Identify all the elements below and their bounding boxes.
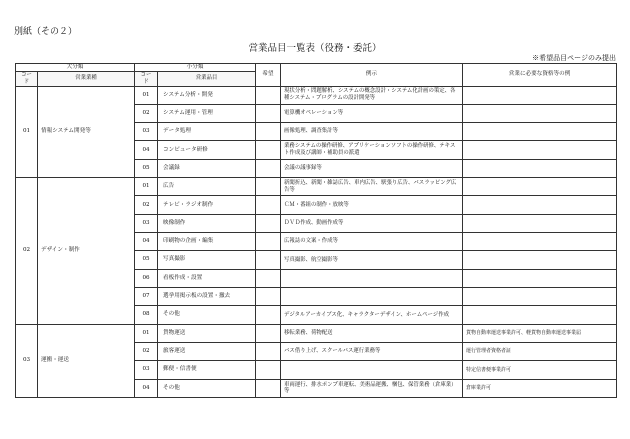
wish-checkbox-cell[interactable]	[256, 104, 281, 122]
item-requirement	[463, 233, 617, 251]
table-row	[16, 324, 617, 342]
item-name: 選挙用掲示板の設置・撤去	[158, 287, 256, 305]
item-name: 看板作成・設置	[158, 269, 256, 287]
item-code: 01	[135, 86, 158, 104]
category-code: 02	[16, 178, 38, 325]
header-major-code: コード	[16, 72, 38, 87]
item-name: システム運用・管理	[158, 104, 256, 122]
item-requirement	[463, 214, 617, 232]
document-note: ※希望品目ページのみ提出	[532, 54, 616, 62]
item-name: 映像制作	[158, 214, 256, 232]
item-code: 03	[135, 123, 158, 141]
item-example	[281, 361, 463, 379]
item-example: ＤＶＤ作成、動画作成等	[281, 214, 463, 232]
item-example: 画像処理、調査集計等	[281, 123, 463, 141]
item-requirement	[463, 123, 617, 141]
item-code: 03	[135, 361, 158, 379]
category-code: 01	[16, 86, 38, 178]
wish-checkbox-cell[interactable]	[256, 379, 281, 398]
wish-checkbox-cell[interactable]	[256, 361, 281, 379]
category-name: デザイン・制作	[38, 178, 135, 325]
item-name: 郵便・信書便	[158, 361, 256, 379]
item-example: デジタルアーカイブス化、キャラクターデザイン、ホームページ作成	[281, 306, 463, 324]
item-requirement	[463, 306, 617, 324]
wish-checkbox-cell[interactable]	[256, 324, 281, 342]
category-name: 運搬・運送	[38, 324, 135, 397]
item-requirement	[463, 141, 617, 159]
item-requirement	[463, 269, 617, 287]
item-example: 業務システムの操作研修、アプリケーションソフトの操作研修、テキスト作成及び講師・補助員の派遣	[281, 141, 463, 159]
item-code: 01	[135, 324, 158, 342]
item-example	[281, 269, 463, 287]
item-example: 新聞折込、新聞・雑誌広告、車内広告、駅張り広告、バスラッピング広告等	[281, 178, 463, 196]
item-requirement: 貨物自動車運送事業許可、軽貨物自動車運送事業届	[463, 324, 617, 342]
item-name: テレビ・ラジオ制作	[158, 196, 256, 214]
item-code: 05	[135, 159, 158, 177]
item-example	[281, 287, 463, 305]
item-requirement: 運行管理者資格者証	[463, 342, 617, 360]
item-name: コンピュータ研修	[158, 141, 256, 159]
wish-checkbox-cell[interactable]	[256, 214, 281, 232]
wish-checkbox-cell[interactable]	[256, 196, 281, 214]
item-requirement	[463, 287, 617, 305]
item-code: 03	[135, 214, 158, 232]
document-title: 営業品目一覧表（役務・委託）	[248, 43, 382, 54]
header-major-name: 営業業種	[38, 72, 135, 87]
header-minor-group: 小分類	[135, 64, 256, 72]
item-code: 02	[135, 196, 158, 214]
item-requirement	[463, 104, 617, 122]
item-name: 旅客運送	[158, 342, 256, 360]
wish-checkbox-cell[interactable]	[256, 123, 281, 141]
item-name: 貨物運送	[158, 324, 256, 342]
item-name: 写真撮影	[158, 251, 256, 269]
wish-checkbox-cell[interactable]	[256, 287, 281, 305]
item-code: 01	[135, 178, 158, 196]
category-code: 03	[16, 324, 38, 397]
item-code: 04	[135, 233, 158, 251]
item-code: 08	[135, 306, 158, 324]
item-example: 電算機オペレーション等	[281, 104, 463, 122]
item-example: 写真撮影、航空撮影等	[281, 251, 463, 269]
item-requirement	[463, 196, 617, 214]
item-example: 車両運行、排水ポンプ車運転、美術品運搬、梱包、保管業務（倉庫業）等	[281, 379, 463, 398]
header-minor-code: コード	[135, 72, 158, 87]
wish-checkbox-cell[interactable]	[256, 306, 281, 324]
item-code: 06	[135, 269, 158, 287]
item-requirement	[463, 86, 617, 104]
item-example: ＣＭ・番組の制作・放映等	[281, 196, 463, 214]
item-name: 印刷物の企画・編集	[158, 233, 256, 251]
table-header-row	[16, 64, 617, 72]
header-wish: 希望	[256, 64, 281, 87]
header-minor-name: 営業品目	[158, 72, 256, 87]
item-name: データ処理	[158, 123, 256, 141]
wish-checkbox-cell[interactable]	[256, 269, 281, 287]
item-code: 04	[135, 379, 158, 398]
table-row	[16, 86, 617, 104]
wish-checkbox-cell[interactable]	[256, 233, 281, 251]
header-major-group: 大分類	[16, 64, 135, 72]
item-code: 07	[135, 287, 158, 305]
item-code: 04	[135, 141, 158, 159]
wish-checkbox-cell[interactable]	[256, 141, 281, 159]
item-name: システム分析・開発	[158, 86, 256, 104]
item-example: 広報誌の文案・作成等	[281, 233, 463, 251]
item-name: 広告	[158, 178, 256, 196]
item-code: 05	[135, 251, 158, 269]
item-requirement: 倉庫業許可	[463, 379, 617, 398]
item-code: 02	[135, 104, 158, 122]
header-requirement: 営業に必要な資格等の例	[463, 64, 617, 87]
item-example: 移転業務、荷物配送	[281, 324, 463, 342]
wish-checkbox-cell[interactable]	[256, 342, 281, 360]
category-name: 情報システム開発等	[38, 86, 135, 178]
wish-checkbox-cell[interactable]	[256, 178, 281, 196]
item-requirement	[463, 251, 617, 269]
item-name: 会議録	[158, 159, 256, 177]
item-code: 02	[135, 342, 158, 360]
item-example: バス借り上げ、スクールバス運行業務等	[281, 342, 463, 360]
wish-checkbox-cell[interactable]	[256, 251, 281, 269]
table-row	[16, 178, 617, 196]
wish-checkbox-cell[interactable]	[256, 86, 281, 104]
document-label: 別紙（その２）	[14, 27, 78, 37]
item-example: 会議の議事録等	[281, 159, 463, 177]
header-example: 例示	[281, 64, 463, 87]
item-name: その他	[158, 306, 256, 324]
wish-checkbox-cell[interactable]	[256, 159, 281, 177]
item-requirement	[463, 159, 617, 177]
business-items-table	[15, 63, 617, 398]
item-requirement	[463, 178, 617, 196]
item-name: その他	[158, 379, 256, 398]
item-example: 現状分析・問題解析、システムの概念設計・システム化計画の策定、各種システム・プログラムの設計開発等	[281, 86, 463, 104]
item-requirement: 特定信書便事業許可	[463, 361, 617, 379]
